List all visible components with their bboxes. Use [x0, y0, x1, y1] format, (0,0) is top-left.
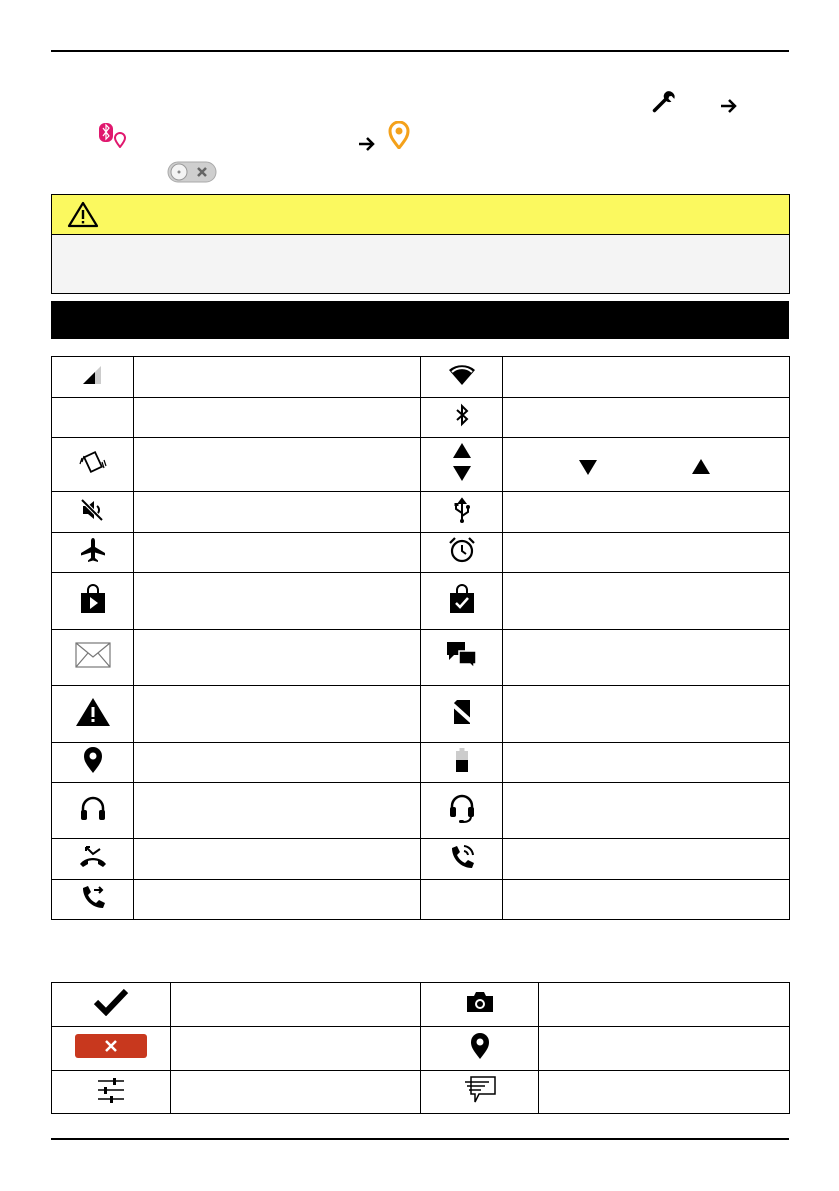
- airplane-icon: [52, 533, 134, 573]
- bluetooth-location-icon: [98, 122, 128, 148]
- table-row: [52, 357, 790, 398]
- wrench-icon: [651, 86, 679, 114]
- vibrate-icon: [52, 438, 134, 492]
- alarm-icon: [421, 533, 503, 573]
- location-icon: [421, 1027, 539, 1071]
- missed-call-icon: [52, 839, 134, 880]
- usb-icon: [421, 492, 503, 533]
- action-icons-table: [51, 982, 790, 1114]
- arrow-up-icon: [691, 458, 711, 476]
- store-bag-check-icon: [421, 573, 503, 630]
- table-row: [52, 533, 790, 573]
- table-row: [52, 573, 790, 630]
- section-heading-bar: [51, 301, 789, 339]
- footer-rule: [51, 1138, 789, 1140]
- message-menu-icon: [421, 1071, 539, 1114]
- table-row: [52, 783, 790, 839]
- warning-header: [52, 195, 789, 235]
- no-sim-icon: [421, 686, 503, 743]
- battery-low-icon: [421, 743, 503, 783]
- header-rule: [51, 50, 789, 52]
- mail-icon: [52, 630, 134, 686]
- camera-icon: [421, 983, 539, 1027]
- status-icons-table: [51, 356, 790, 920]
- table-row: [52, 1071, 790, 1114]
- call-in-progress-icon: [421, 839, 503, 880]
- table-row: [52, 438, 790, 492]
- warning-triangle-icon: [67, 201, 99, 233]
- data-up-down-icon: [421, 438, 503, 492]
- table-row: [52, 686, 790, 743]
- sliders-icon: [52, 1071, 171, 1114]
- table-row: [52, 492, 790, 533]
- bluetooth-icon: [421, 398, 503, 438]
- table-row: [52, 983, 790, 1027]
- play-store-bag-icon: [52, 573, 134, 630]
- signal-strength-icon: [52, 357, 134, 398]
- table-row: [52, 839, 790, 880]
- warning-box: [51, 194, 790, 294]
- location-icon: [52, 743, 134, 783]
- location-pin-icon: [388, 121, 410, 149]
- table-row: [52, 398, 790, 438]
- table-row: [52, 630, 790, 686]
- headphones-icon: [52, 783, 134, 839]
- warning-body: [52, 235, 789, 293]
- cancel-button-icon[interactable]: [52, 1027, 171, 1071]
- headset-mic-icon: [421, 783, 503, 839]
- table-row: [52, 1027, 790, 1071]
- warning-icon: [52, 686, 134, 743]
- arrow-right-icon: [357, 135, 377, 153]
- mute-icon: [52, 492, 134, 533]
- toggle-off-icon[interactable]: [167, 161, 217, 183]
- arrow-right-icon: [719, 97, 739, 115]
- checkmark-icon: [52, 983, 171, 1027]
- call-forward-icon: [52, 880, 134, 920]
- arrow-down-icon: [578, 458, 598, 476]
- table-row: [52, 743, 790, 783]
- table-row: [52, 880, 790, 920]
- wifi-icon: [421, 357, 503, 398]
- chat-bubbles-icon: [421, 630, 503, 686]
